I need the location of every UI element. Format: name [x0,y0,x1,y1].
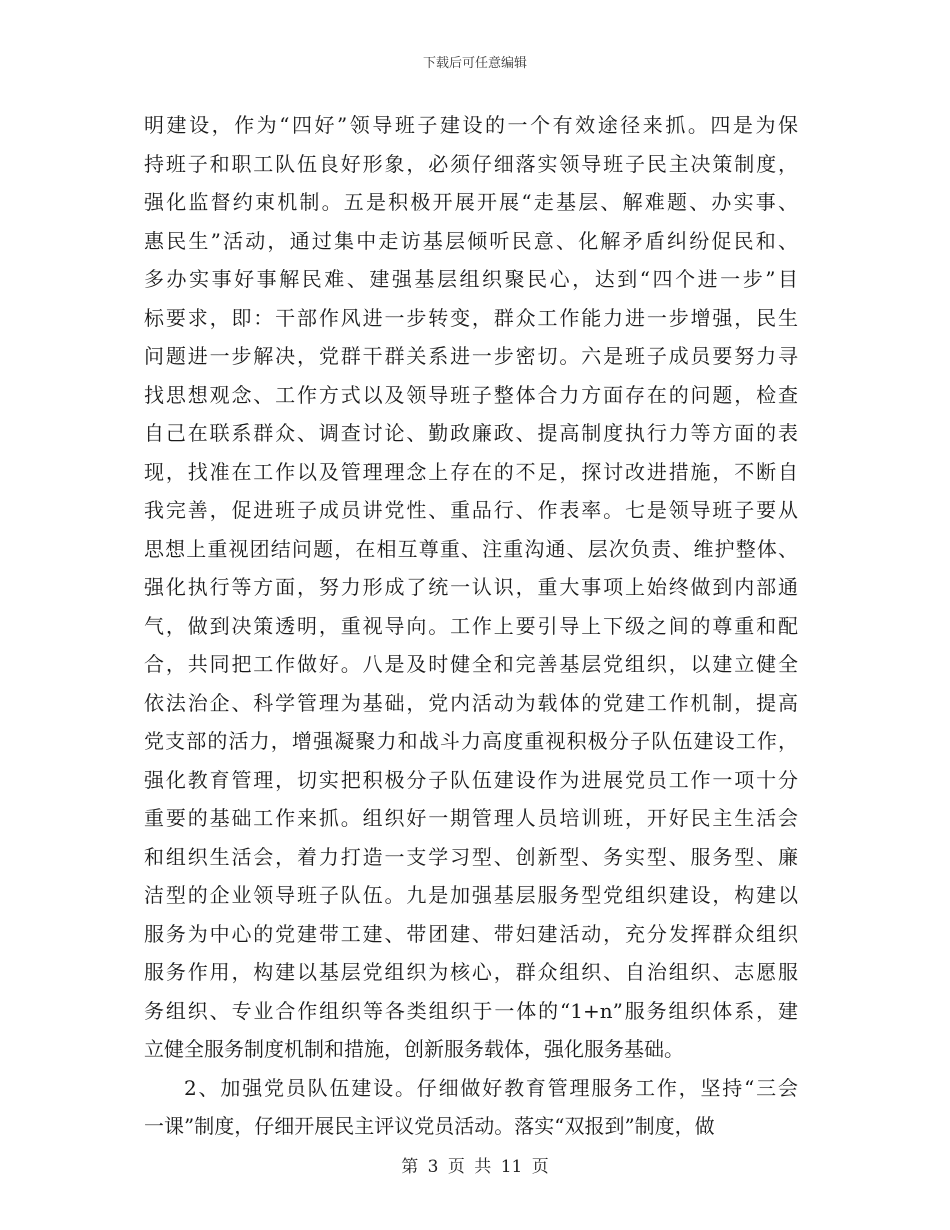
text-line: 自己在联系群众、调查讨论、勤政廉政、提高制度执行力等方面的表 [144,421,798,445]
text-line: 一课”制度，仔细开展民主评议党员活动。落实“双报到”制度，做 [144,1114,715,1138]
text-line: 依法治企、科学管理为基础，党内活动为载体的党建工作机制，提高 [144,690,798,715]
text-line: 2、加强党员队伍建设。仔细做好教育管理服务工作，坚持“三会 [184,1075,798,1100]
page-number: 第 3 页 共 11 页 [401,1157,549,1177]
text-line: 立健全服务制度机制和措施，创新服务载体，强化服务基础。 [144,1037,684,1061]
text-line: 洁型的企业领导班子队伍。九是加强基层服务型党组织建设，构建以 [144,883,798,907]
text-line: 思想上重视团结问题，在相互尊重、注重沟通、层次负责、维护整体、 [144,536,798,561]
text-line: 党支部的活力，增强凝聚力和战斗力高度重视积极分子队伍建设工作， [144,729,798,753]
text-line: 服务为中心的党建带工建、带团建、带妇建活动，充分发挥群众组织 [144,921,798,946]
text-line: 惠民生”活动，通过集中走访基层倾听民意、化解矛盾纠纷促民和、 [144,228,798,253]
text-line: 强化教育管理，切实把积极分子队伍建设作为进展党员工作一项十分 [144,767,798,792]
text-line: 强化执行等方面，努力形成了统一认识，重大事项上始终做到内部通 [144,575,798,599]
page-header-note: 下载后可任意编辑 [422,56,527,71]
text-line: 问题进一步解决，党群干群关系进一步密切。六是班子成员要努力寻 [144,344,798,368]
document-body [144,106,798,1146]
text-line: 明建设，作为“四好”领导班子建设的一个有效途径来抓。四是为保 [144,113,798,137]
text-line: 务组织、专业合作组织等各类组织于一体的“1+n”服务组织体系，建 [144,998,798,1023]
text-line: 多办实事好事解民难、建强基层组织聚民心，达到“四个进一步”目 [144,267,798,291]
text-line: 持班子和职工队伍良好形象，必须仔细落实领导班子民主决策制度， [144,151,798,176]
text-line: 服务作用，构建以基层党组织为核心，群众组织、自治组织、志愿服 [144,960,798,984]
text-line: 我完善，促进班子成员讲党性、重品行、作表率。七是领导班子要从 [144,498,798,522]
text-line: 重要的基础工作来抓。组织好一期管理人员培训班，开好民主生活会 [144,806,798,830]
text-line: 强化监督约束机制。五是积极开展开展“走基层、解难题、办实事、 [144,190,798,214]
text-line: 现，找准在工作以及管理理念上存在的不足，探讨改进措施，不断自 [144,459,798,484]
text-line: 找思想观念、工作方式以及领导班子整体合力方面存在的问题，检查 [144,382,798,407]
text-line: 标要求，即：干部作风进一步转变，群众工作能力进一步增强，民生 [144,305,798,330]
text-line: 和组织生活会，着力打造一支学习型、创新型、务实型、服务型、廉 [144,844,798,869]
text-line: 合，共同把工作做好。八是及时健全和完善基层党组织，以建立健全 [144,652,798,676]
text-line: 气，做到决策透明，重视导向。工作上要引导上下级之间的尊重和配 [144,613,798,638]
